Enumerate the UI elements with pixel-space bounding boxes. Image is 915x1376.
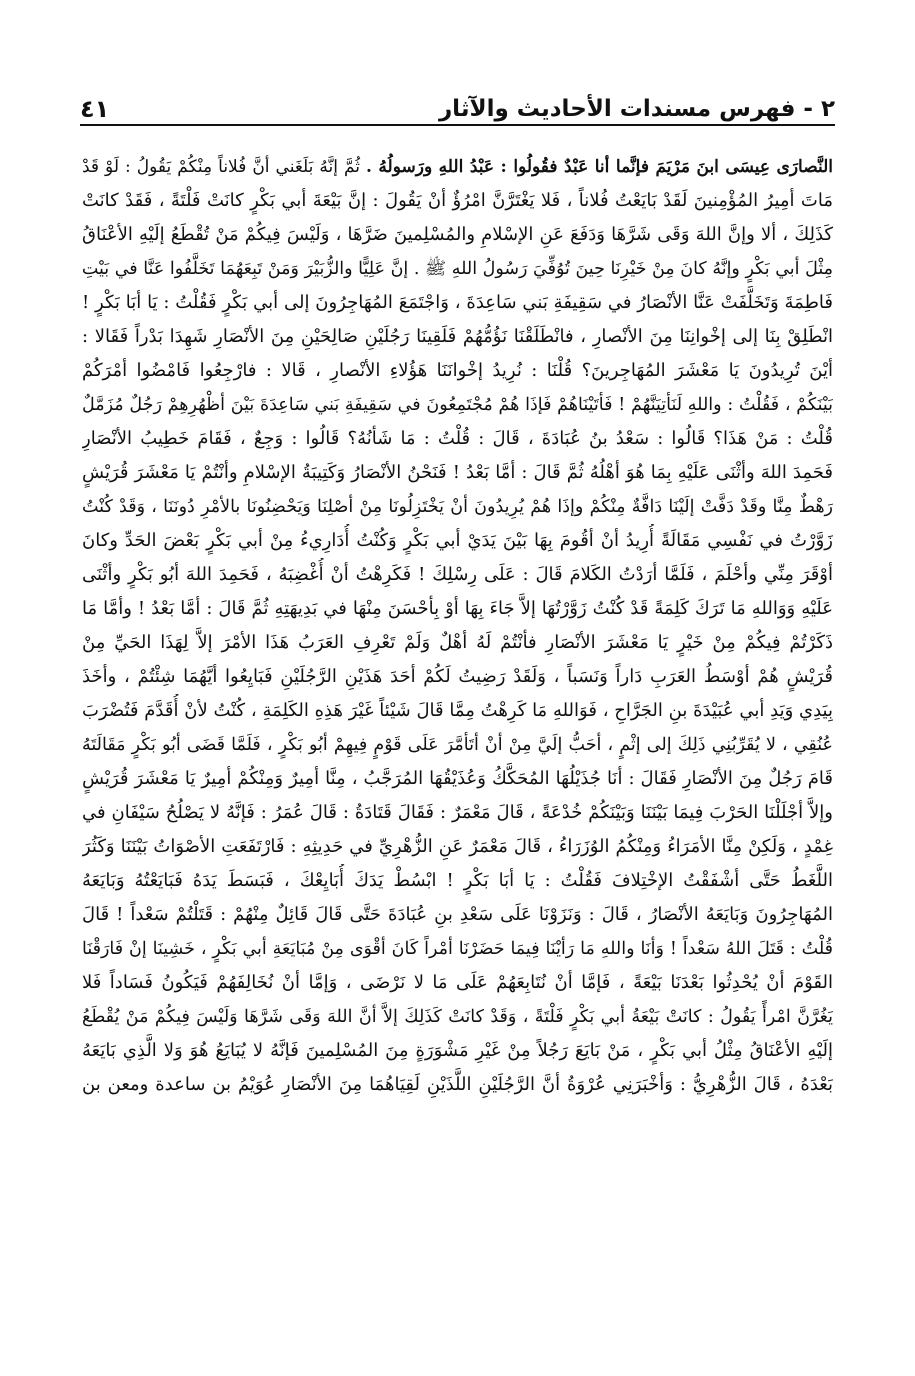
text-line [82, 932, 833, 966]
page-number: ٤١ [80, 95, 110, 123]
text-line [82, 252, 833, 286]
line-text: وإلاَّ أجْلَلْنَا الحَرْبَ فِيمَا بَيْنَنَا وَبَيْنَكُمْ خُدْعَةً ، قَالَ مَعْمَرٌ : فَقَالَ قَتَادَةُ : قَالَ عُمَرُ : فَإنَّهُ لا يَصْلُحُ سَيْفَانِ في [82, 802, 833, 823]
text-line [82, 150, 833, 184]
line-text: عُنُقِي ، لا يُقَرِّبُنِي ذَلِكَ إلى إثْمٍ ، أحَبُّ إلَيَّ مِنْ أنْ أتَأمَّرَ عَلَى قَوْمٍ فِيهِمْ أبُو بَكْرٍ ، فَلَمَّا قَضَى أبُو بَكْرٍ مَقَالَتَهُ [82, 735, 833, 755]
line-text: ذَكَرْتُمْ فِيكُمْ مِنْ خَيْرٍ يَا مَعْشَرَ الأنْصَارِ فأنْتُمْ لَهُ أهْلٌ وَلَمْ تَعْرِفِ العَرَبُ هَذَا الأمْرَ إلاَّ لِهَذَا الحَيِّ مِنْ [82, 632, 833, 653]
text-line [82, 524, 833, 558]
text-line [82, 694, 833, 728]
line-text: قَامَ رَجُلٌ مِنَ الأنْصَارِ فَقَالَ : أنَا جُذَيْلُهَا المُحَكَّكُ وَعُذَيْقُهَا المُرَجَّبُ ، مِنَّا أمِيرٌ وَمِنْكُمْ أمِيرٌ يَا مَعْشَرَ قُرَيْشٍ [82, 768, 833, 789]
text-line [82, 184, 833, 218]
text-line [82, 592, 833, 626]
text-line [82, 898, 833, 932]
text-line [82, 1068, 833, 1102]
line-text: القَوْمَ أنْ يُحْدِثُوا بَعْدَنَا بَيْعَةً ، فَإمَّا أنْ نُتَابِعَهُمْ عَلَى مَا لا نَرْضَى ، وَإمَّا أنْ نُخَالِفَهُمْ فَيَكُونُ فَسَاداً فَلا [82, 972, 833, 993]
text-line [82, 830, 833, 864]
line-text: بَعْدَهُ ، قَالَ الزُّهْرِيُّ : وَأخْبَرَنِي عُرْوَةُ أنَّ الرَّجُلَيْنِ اللَّذَيْنِ لَقِيَاهُمَا مِنَ الأنْصَارِ عُوَيْمُ بن ساعدة ومعن بن [82, 1074, 833, 1095]
text-line [82, 490, 833, 524]
line-text: غِمْدٍ ، وَلَكِنْ مِنَّا الأمَرَاءُ وَمِنْكُمُ الوُزَرَاءُ ، قَالَ مَعْمَرٌ عَنِ الزُّهْرِيِّ في حَدِيثِهِ : فَارْتَفَعَتِ الأصْوَاتُ بَيْنَنَا وَكَثُرَ [82, 836, 833, 857]
line-text: رَهْطٌ مِنَّا وقَدْ دَفَّتْ إلَيْنَا دَافَّةٌ مِنْكُمْ وإذَا هُمْ يُرِيدُونَ أنْ يَخْتَزِلُونَا مِنْ أصْلِنَا وَيَحْضِنُونَا بالأمْرِ دُونَنَا ، وَقَدْ كُنْتُ [82, 497, 833, 517]
text-line [82, 660, 833, 694]
line-text: يَغُرَّنَّ امْرأً يَقُولُ : كانَتْ بَيْعَةُ أبي بَكْرٍ فَلْتَةً ، وَقَدْ كانَتْ كَذَلِكَ إلاَّ أنَّ اللهَ وَقَى شَرَّهَا وَلَيْسَ فِيكُمْ مَنْ يُقْطَعُ [82, 1007, 833, 1027]
line-text: أوْقَرَ مِنِّي وأحْلَمَ ، فَلَمَّا أرَدْتُ الكَلامَ قَالَ : عَلَى رِسْلِكَ ! فَكَرِهْتُ أنْ أُغْضِبَهُ ، فَحَمِدَ اللهَ أبُو بَكْرٍ وأثْنَى [82, 564, 833, 585]
text-line [82, 1034, 833, 1068]
line-text: انْطَلِقْ بِنَا إلى إخْوانِنَا مِنَ الأنْصارِ ، فانْطَلَقْنَا نَؤُمُّهُمْ فَلَقِينَا رَجُلَيْنِ صَالِحَيْنِ مِنَ الأنْصَارِ شَهِدَا بَدْراً فَقَالا : [82, 326, 833, 347]
line-text: بِيَدِي وَيَدِ أبي عُبَيْدَةَ بنِ الجَرَّاحِ ، فَوَاللهِ مَا كَرِهْتُ مِمَّا قَالَ شَيْئاً غَيْرَ هَذِهِ الكَلِمَةِ ، كُنْتُ لأنْ أُقَدَّمَ فَتُضْرَبَ [82, 700, 833, 721]
line-text: عَلَيْهِ وَوَاللهِ مَا تَرَكَ كَلِمَةً قَدْ كُنْتُ زَوَّرْتُهَا إلاَّ جَاءَ بِهَا أوْ بِأحْسَنَ مِنْهَا في بَدِيهَتِهِ ثُمَّ قَالَ : أمَّا بَعْدُ ! وأمَّا مَا [82, 598, 833, 619]
line-text: إلَيْهِ الأعْنَاقُ مِثْلُ أبي بَكْرٍ ، مَنْ بَايَعَ رَجُلاً مِنْ غَيْرِ مَشْوَرَةٍ مِنَ المُسْلِمينَ فَإنَّهُ لا يُبَايَعُ هُوَ وَلا الَّذِي بَايَعَهُ [82, 1040, 833, 1061]
text-line [82, 728, 833, 762]
text-line [82, 796, 833, 830]
line-text: فَاطِمَةَ وَتَخَلَّفَتْ عَنَّا الأنْصَارُ في سَقِيفَةِ بَني سَاعِدَةَ ، وَاجْتَمَعَ المُهَاجِرُونَ إلى أبي بَكْرٍ فَقُلْتُ : يَا أبَا بَكْرٍ ! [82, 292, 833, 313]
line-text: مِثْلَ أبي بَكْرٍ وإنَّهُ كانَ مِنْ خَيْرِنَا حِينَ تُوُفِّيَ رَسُولُ اللهِ ﷺ . إنَّ عَلِيًّا والزُّبَيْرَ وَمَنْ تَبِعَهُمَا تَخَلَّفُوا عَنَّا في بَيْتِ [82, 259, 833, 279]
body-text [82, 150, 833, 1280]
line-text: أيْنَ تُرِيدُونَ يَا مَعْشَرَ المُهَاجِرينَ؟ قُلْنَا : نُرِيدُ إخْوانَنَا هَؤُلاءِ الأنْصارِ ، قَالا : فارْجِعُوا فَامْضُوا أمْرَكُمْ [82, 360, 833, 381]
text-line [82, 762, 833, 796]
text-line [82, 354, 833, 388]
header-rule [80, 124, 835, 126]
line-text: ثُمَّ إنَّهُ بَلَغَني أنَّ فُلاناً مِنْكُمْ يَقُولُ : لَوْ قَدْ [82, 157, 366, 177]
text-line [82, 626, 833, 660]
text-line [82, 1000, 833, 1034]
text-line [82, 558, 833, 592]
line-text: قُلْتُ : قَتَلَ اللهُ سَعْداً ! وَأنَا واللهِ مَا رَأيْنَا فِيمَا حَضَرْنَا أمْراً كَانَ أقْوَى مِنْ مُبَايَعَةِ أبي بَكْرٍ ، خَشِينَا إنْ فَارَقْنَا [82, 939, 833, 959]
text-line [82, 864, 833, 898]
line-text: مَاتَ أمِيرُ المُؤْمِنينَ لَقَدْ بَايَعْتُ فُلاناً ، فَلا يَغْتَرَّنَّ امْرُؤٌ أنْ يَقُولَ : إنَّ بَيْعَةَ أبي بَكْرٍ كانَتْ فَلْتَةً ، فَقَدْ كانَتْ [82, 190, 833, 211]
text-line [82, 320, 833, 354]
line-text: كَذَلِكَ ، ألا وإنَّ اللهَ وَقَى شَرَّهَا وَدَفَعَ عَنِ الإسْلامِ والمُسْلِمينَ ضَرَّهَا ، وَلَيْسَ فِيكُمْ مَنْ تُقْطَعُ إلَيْهِ الأعْنَاقُ [82, 224, 833, 245]
text-line [82, 966, 833, 1000]
text-line [82, 456, 833, 490]
line-text: قُرَيْشٍ هُمْ أوْسَطُ العَرَبِ دَاراً وَنَسَباً ، وَلَقَدْ رَضِيتُ لَكُمْ أحَدَ هَذَيْنِ الرَّجُلَيْنِ فَبَايِعُوا أيَّهُمَا شِئْتُمْ ، وأخَذَ [82, 666, 833, 687]
running-title: ٢ - فهرس مسندات الأحاديث والآثار [438, 96, 835, 122]
text-line [82, 286, 833, 320]
bold-hadith-text: النَّصارَى عِيسَى ابنَ مَرْيَمَ فإنَّما أنا عَبْدٌ فقُولُوا : عَبْدُ اللهِ ورَسولُهُ . [366, 157, 833, 177]
line-text: بَيْنَكُمْ ، فَقُلْتُ : واللهِ لَنَأتِيَنَّهُمْ ! فَأتَيْنَاهُمْ فَإذَا هُمْ مُجْتَمِعُونَ في سَقِيفَةِ بَني سَاعِدَةَ بَيْنَ أظْهُرِهِمْ رَجُلٌ مُزَمَّلٌ [82, 395, 833, 415]
text-line [82, 388, 833, 422]
line-text: المُهَاجِرُونَ وَبَايَعَهُ الأنْصَارُ ، قَالَ : وَنَزَوْنَا عَلَى سَعْدِ بنِ عُبَادَةَ حَتَّى قَالَ قَائِلٌ مِنْهُمْ : قَتَلْتُمْ سَعْداً ! قَالَ [82, 904, 833, 925]
line-text: اللَّغَطُ حَتَّى أشْفَقْتُ الإخْتِلافَ فَقُلْتُ : يَا أبَا بَكْرٍ ! ابْسُطْ يَدَكَ أُبَايِعْكَ ، فَبَسَطَ يَدَهُ فَبَايَعْتُهُ وَبَايَعَهُ [82, 870, 833, 891]
text-line [82, 422, 833, 456]
line-text: قُلْتُ : مَنْ هَذَا؟ قَالُوا : سَعْدُ بنُ عُبَادَةَ ، قَالَ : قُلْتُ : مَا شَأنُهُ؟ قَالُوا : وَجِعٌ ، فَقَامَ خَطِيبُ الأنْصَارِ [82, 428, 833, 449]
text-line [82, 218, 833, 252]
line-text: فَحَمِدَ اللهَ وأثْنَى عَلَيْهِ بِمَا هُوَ أهْلُهُ ثُمَّ قَالَ : أمَّا بَعْدُ ! فَنَحْنُ الأنْصَارُ وَكَتِيبَةُ الإسْلامِ وأنْتُمْ يَا مَعْشَرَ قُرَيْشٍ [82, 462, 833, 483]
line-text: زَوَّرْتُ في نَفْسِي مَقَالَةً أُرِيدُ أنْ أقُومَ بِهَا بَيْنَ يَدَيْ أبي بَكْرٍ وَكُنْتُ أُدَارِيءُ مِنْ أبي بَكْرٍ بَعْضَ الحَدِّ وكانَ [82, 530, 833, 551]
